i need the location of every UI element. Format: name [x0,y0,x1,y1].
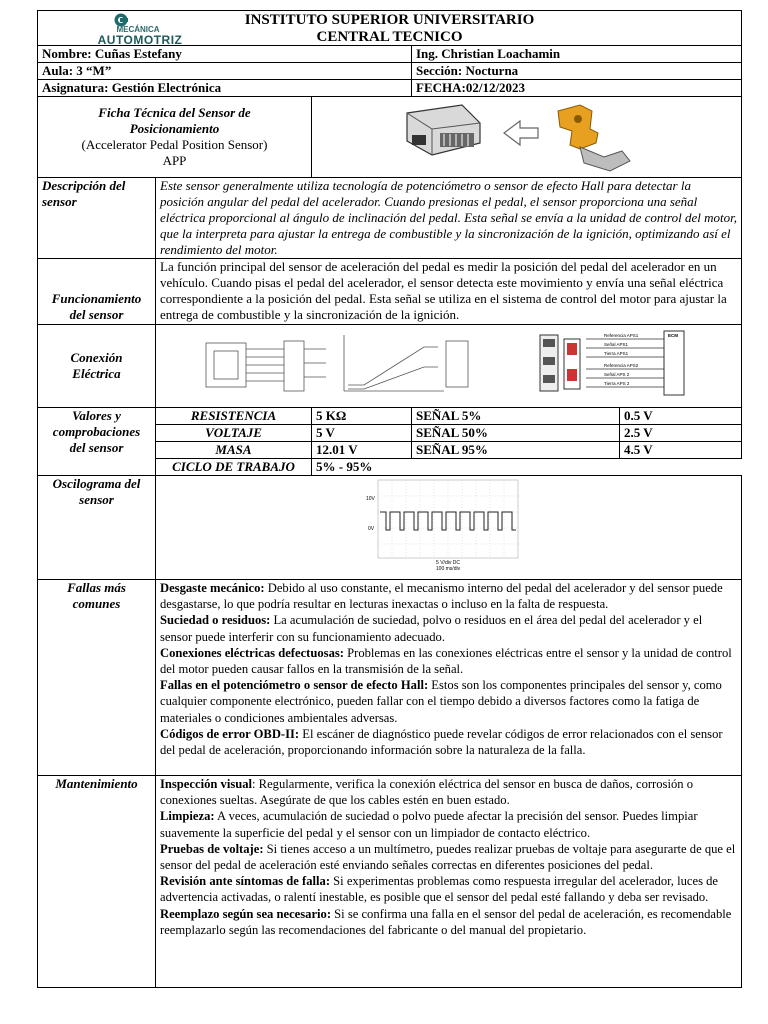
osc-y-zero: 0V [368,526,375,532]
fault-item: Conexiones eléctricas defectuosas: Problemas en las conexiones eléctricas entre el sensor y la unidad de control del motor pueden causar fallos en la transmisión de la señal. [160,645,732,677]
sheet-title-cell [38,97,312,178]
section: Sección: Nocturna [412,63,742,80]
fault-item: Códigos de error OBD-II: El escáner de diagnóstico puede revelar códigos de error relacionados con el sensor del pedal de aceleración, proporcionando información sobre la naturaleza de la falla. [160,726,723,758]
logo-text-bottom: AUTOMOTRIZ [97,33,183,47]
pin-label: Tierra APS 2 [604,381,630,386]
value-reading: 5 KΩ [312,408,412,425]
value-name: CICLO DE TRABAJO [156,459,312,476]
oscillogram-waveform [156,476,738,575]
maintenance-item: Limpieza: A veces, acumulación de suciedad o polvo puede afectar la precisión del sensor. Puedes limpiar suavemente la superficie del pedal y el sensor con un limpiador de contacto eléctrico. [160,809,698,840]
institute-name-line1: INSTITUTO SUPERIOR UNIVERSITARIO [244,12,535,28]
connection-label: Conexión Eléctrica [38,325,156,408]
connection-diagrams-cell [156,325,742,408]
fault-item: Desgaste mecánico: Debido al uso constante, el mecanismo interno del pedal del acelerador y del sensor puede desgastarse, lo que podría resultar en lecturas inexactas o incluso en la falta de respuesta. [160,581,723,612]
pin-label: Referencia APS1 [604,333,639,338]
value-signal: SEÑAL 95% [412,442,620,459]
sheet-title-line3: (Accelerator Pedal Position Sensor) [81,137,268,152]
pin-label: Señal APS1 [604,342,629,347]
pin-label: Señal APS 2 [604,372,630,377]
logo-text-top: MECÁNICA [116,25,160,34]
fault-item: Fallas en el potenciómetro o sensor de efecto Hall: Estos son los componentes principales del sensor y, como cualquier componente electrónico, pueden fallar con el tiempo debido a diversos factores como la fatiga de materiales o condiciones ambientales adversas. [160,678,722,725]
value-signal: SEÑAL 50% [412,425,620,442]
operation-label: Funcionamiento del sensor [38,259,156,325]
institute-logo [80,12,200,46]
value-reading: 5 V [312,425,412,442]
oscillogram-label: Oscilograma del sensor [38,476,156,580]
faults-list [156,580,742,776]
osc-y-high: 10V [366,496,375,502]
sheet-title-line4: APP [162,153,187,168]
sensor-photo-icon [312,97,740,173]
value-signal: SEÑAL 5% [412,408,620,425]
value-reading: 12.01 V [312,442,412,459]
osc-caption-2: 100 ms/div [435,566,461,572]
value-name: MASA [156,442,312,459]
value-volt: 4.5 V [620,442,742,459]
fault-item: Suciedad o residuos: La acumulación de suciedad, polvo o residuos en el área del pedal del acelerador y el sensor puede interferir con su funcionamiento adecuado. [160,613,703,644]
maintenance-item: Pruebas de voltaje: Si tienes acceso a un multímetro, puedes realizar pruebas de voltaje para asegurarte de que el sensor del pedal de aceleración esté enviando señales correctas en diferentes posiciones del pedal. [160,841,736,873]
maintenance-label: Mantenimiento [38,776,156,988]
description-text: Este sensor generalmente utiliza tecnología de potenciómetro o sensor de efecto Hall para detectar la posición angular del pedal del acelerador. Cuando presionas el pedal, el sensor proporciona una señal eléctrica proporcional al ángulo de inclinación del pedal. Esta señal se envía a la unidad de control del motor, que la interpreta para ajustar la entrega de combustible y la sincronización de la ignición, optimizando así el rendimiento del motor. [156,178,742,259]
maintenance-list [156,776,742,988]
value-name: VOLTAJE [156,425,312,442]
institute-name-line2: CENTRAL TECNICO [316,29,463,45]
header-cell [38,11,742,46]
subject: Asignatura: Gestión Electrónica [38,80,412,97]
teacher-name: Ing. Christian Loachamin [412,46,742,63]
wiring-diagram [156,325,738,403]
faults-label: Fallas más comunes [38,580,156,776]
classroom: Aula: 3 “M” [38,63,412,80]
maintenance-item: Inspección visual: Regularmente, verifica la conexión eléctrica del sensor en busca de daños, corrosión o conexiones sueltas. Asegúrate de que los cables estén en buen estado. [160,777,693,808]
sheet-table [37,10,742,988]
sheet-title-line2: Posicionamiento [129,121,220,136]
sensor-image-cell [312,97,742,178]
osc-caption-1: 5 V/div DC [436,560,460,566]
ecm-label: ECM [668,333,678,338]
technical-sheet [37,10,741,988]
oscillogram-cell [156,476,742,580]
date: FECHA:02/12/2023 [412,80,742,97]
maintenance-item: Revisión ante síntomas de falla: Si experimentas problemas como respuesta irregular del acelerador, luces de advertencia activadas, o ralentí inestable, es posible que el sensor del pedal esté fallando y deba ser revisado. [160,874,719,905]
pin-label: Tierra APS1 [604,351,629,356]
value-volt: 2.5 V [620,425,742,442]
value-volt: 0.5 V [620,408,742,425]
operation-text: La función principal del sensor de aceleración del pedal es medir la posición del pedal del acelerador en un vehículo. Cuando pisas el pedal del acelerador, el sensor detecta este movimiento y envía una señal eléctrica correspondiente a la posición del pedal. Esta señal se utiliza en el sistema de control del motor para ajustar la entrega de combustible y la sincronización de la ignición. [156,259,742,325]
value-reading: 5% - 95% [312,459,742,476]
sheet-title-line1: Ficha Técnica del Sensor de [98,105,251,120]
pin-label: Referencia APS2 [604,363,639,368]
maintenance-item: Reemplazo según sea necesario: Si se confirma una falla en el sensor del pedal de aceleración, es recomendable reemplazarlo según las recomendaciones del fabricante o del manual del propietario. [160,906,732,937]
value-name: RESISTENCIA [156,408,312,425]
student-name: Nombre: Cuñas Estefany [38,46,412,63]
description-label: Descripción del sensor [38,178,156,259]
values-label: Valores y comprobaciones del sensor [38,408,156,476]
